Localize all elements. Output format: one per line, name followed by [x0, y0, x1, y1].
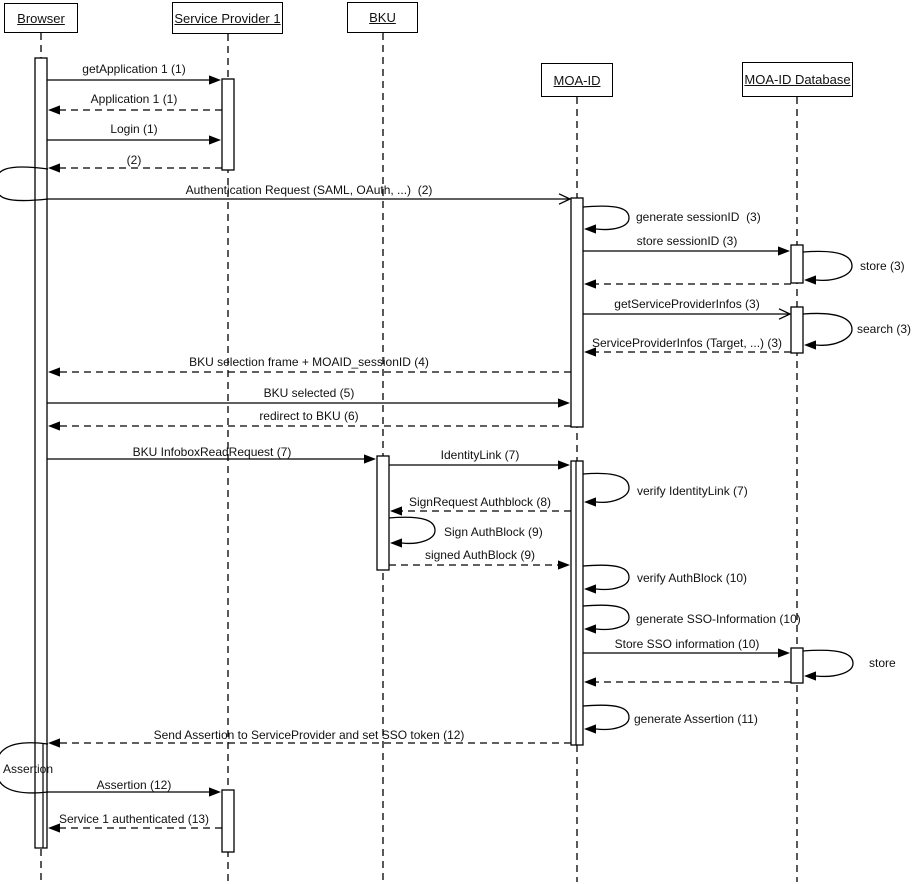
actor-label-moa-id-database: MOA-ID Database	[744, 72, 851, 87]
filled-arrowhead	[584, 224, 596, 233]
self-message-arc	[389, 517, 435, 543]
activation-bar-bku	[377, 456, 389, 570]
message-label: store sessionID (3)	[636, 234, 738, 248]
filled-arrowhead	[558, 398, 570, 407]
message-label: Authentication Request (SAML, OAuth, ...) (2)	[185, 183, 433, 197]
self-message-arc	[583, 565, 629, 589]
filled-arrowhead	[48, 105, 60, 114]
actor-box-moa-id-database	[742, 62, 853, 97]
filled-arrowhead	[804, 671, 816, 680]
message-label: signed AuthBlock (9)	[424, 548, 536, 562]
filled-arrowhead	[364, 454, 376, 463]
self-message-label: verify AuthBlock (10)	[637, 571, 748, 585]
message-label: Service 1 authenticated (13)	[58, 812, 210, 826]
self-message-arc	[803, 251, 852, 280]
actor-label-bku: BKU	[369, 10, 396, 25]
self-message-label: generate sessionID (3)	[636, 210, 761, 224]
self-message-arc	[583, 605, 629, 629]
self-message-label: verify IdentityLink (7)	[637, 484, 748, 498]
activation-bar-moa-id	[571, 461, 583, 745]
filled-arrowhead	[48, 163, 60, 172]
actor-label-browser: Browser	[17, 10, 65, 26]
message-label: SignRequest Authblock (8)	[408, 495, 552, 509]
actor-box-bku	[347, 2, 418, 33]
message-label: IdentityLink (7)	[440, 448, 520, 462]
filled-arrowhead	[48, 738, 60, 747]
message-label: redirect to BKU (6)	[259, 409, 359, 423]
message-label: Login (1)	[110, 122, 158, 136]
activation-bar-moa-id-database	[791, 648, 803, 683]
self-message-arc	[583, 206, 629, 229]
self-message-label: store	[869, 656, 896, 670]
self-message-arc	[803, 650, 853, 676]
message-label: getServiceProviderInfos (3)	[614, 297, 760, 311]
filled-arrowhead	[48, 367, 60, 376]
filled-arrowhead	[778, 246, 790, 255]
redirect-loop-label: Assertion	[3, 762, 54, 776]
filled-arrowhead	[804, 340, 816, 349]
self-message-arc	[803, 313, 852, 345]
filled-arrowhead	[209, 75, 221, 84]
actor-box-moa-id	[541, 63, 613, 97]
self-message-label: generate Assertion (11)	[634, 712, 758, 726]
message-label: Send Assertion to ServiceProvider and set SSO token (12)	[153, 728, 465, 742]
self-message-arc	[583, 473, 629, 502]
message-label: Assertion (12)	[96, 778, 172, 792]
message-label: Store SSO information (10)	[614, 637, 760, 651]
actor-box-browser	[4, 3, 78, 33]
actor-label-service-provider-1: Service Provider 1	[174, 10, 281, 26]
activation-bar-moa-id-database	[791, 245, 803, 283]
activation-bar-service-provider-1	[222, 790, 234, 852]
self-message-label: search (3)	[857, 322, 912, 336]
message-label: ServiceProviderInfos (Target, ...) (3)	[591, 336, 783, 350]
filled-arrowhead	[584, 624, 596, 633]
activation-bar-moa-id-database	[791, 307, 803, 353]
activation-bar-service-provider-1	[222, 79, 234, 170]
message-label: (2)	[126, 153, 142, 167]
self-message-label: Sign AuthBlock (9)	[444, 525, 543, 539]
message-label: Application 1 (1)	[90, 92, 178, 106]
self-message-arc	[583, 705, 629, 729]
message-label: getApplication 1 (1)	[82, 62, 186, 76]
filled-arrowhead	[209, 135, 221, 144]
activation-bar-browser	[35, 58, 47, 848]
filled-arrowhead	[390, 506, 402, 515]
filled-arrowhead	[209, 787, 221, 796]
self-message-label: store (3)	[860, 259, 905, 273]
message-label: BKU selection frame + MOAID_sessionID (4)	[189, 355, 429, 369]
self-message-label: generate SSO-Information (10)	[636, 612, 801, 626]
filled-arrowhead	[584, 724, 596, 733]
actor-box-service-provider-1	[172, 2, 283, 34]
actor-label-moa-id: MOA-ID	[553, 72, 601, 88]
message-label: BKU selected (5)	[263, 386, 355, 400]
filled-arrowhead	[584, 677, 596, 686]
filled-arrowhead	[558, 560, 570, 569]
filled-arrowhead	[48, 421, 60, 430]
filled-arrowhead	[558, 460, 570, 469]
filled-arrowhead	[584, 279, 596, 288]
filled-arrowhead	[804, 275, 816, 284]
filled-arrowhead	[584, 497, 596, 506]
filled-arrowhead	[584, 584, 596, 593]
filled-arrowhead	[390, 538, 402, 547]
filled-arrowhead	[778, 648, 790, 657]
message-label: BKU InfoboxReadRequest (7)	[132, 445, 292, 459]
activation-bar-moa-id	[571, 198, 583, 427]
